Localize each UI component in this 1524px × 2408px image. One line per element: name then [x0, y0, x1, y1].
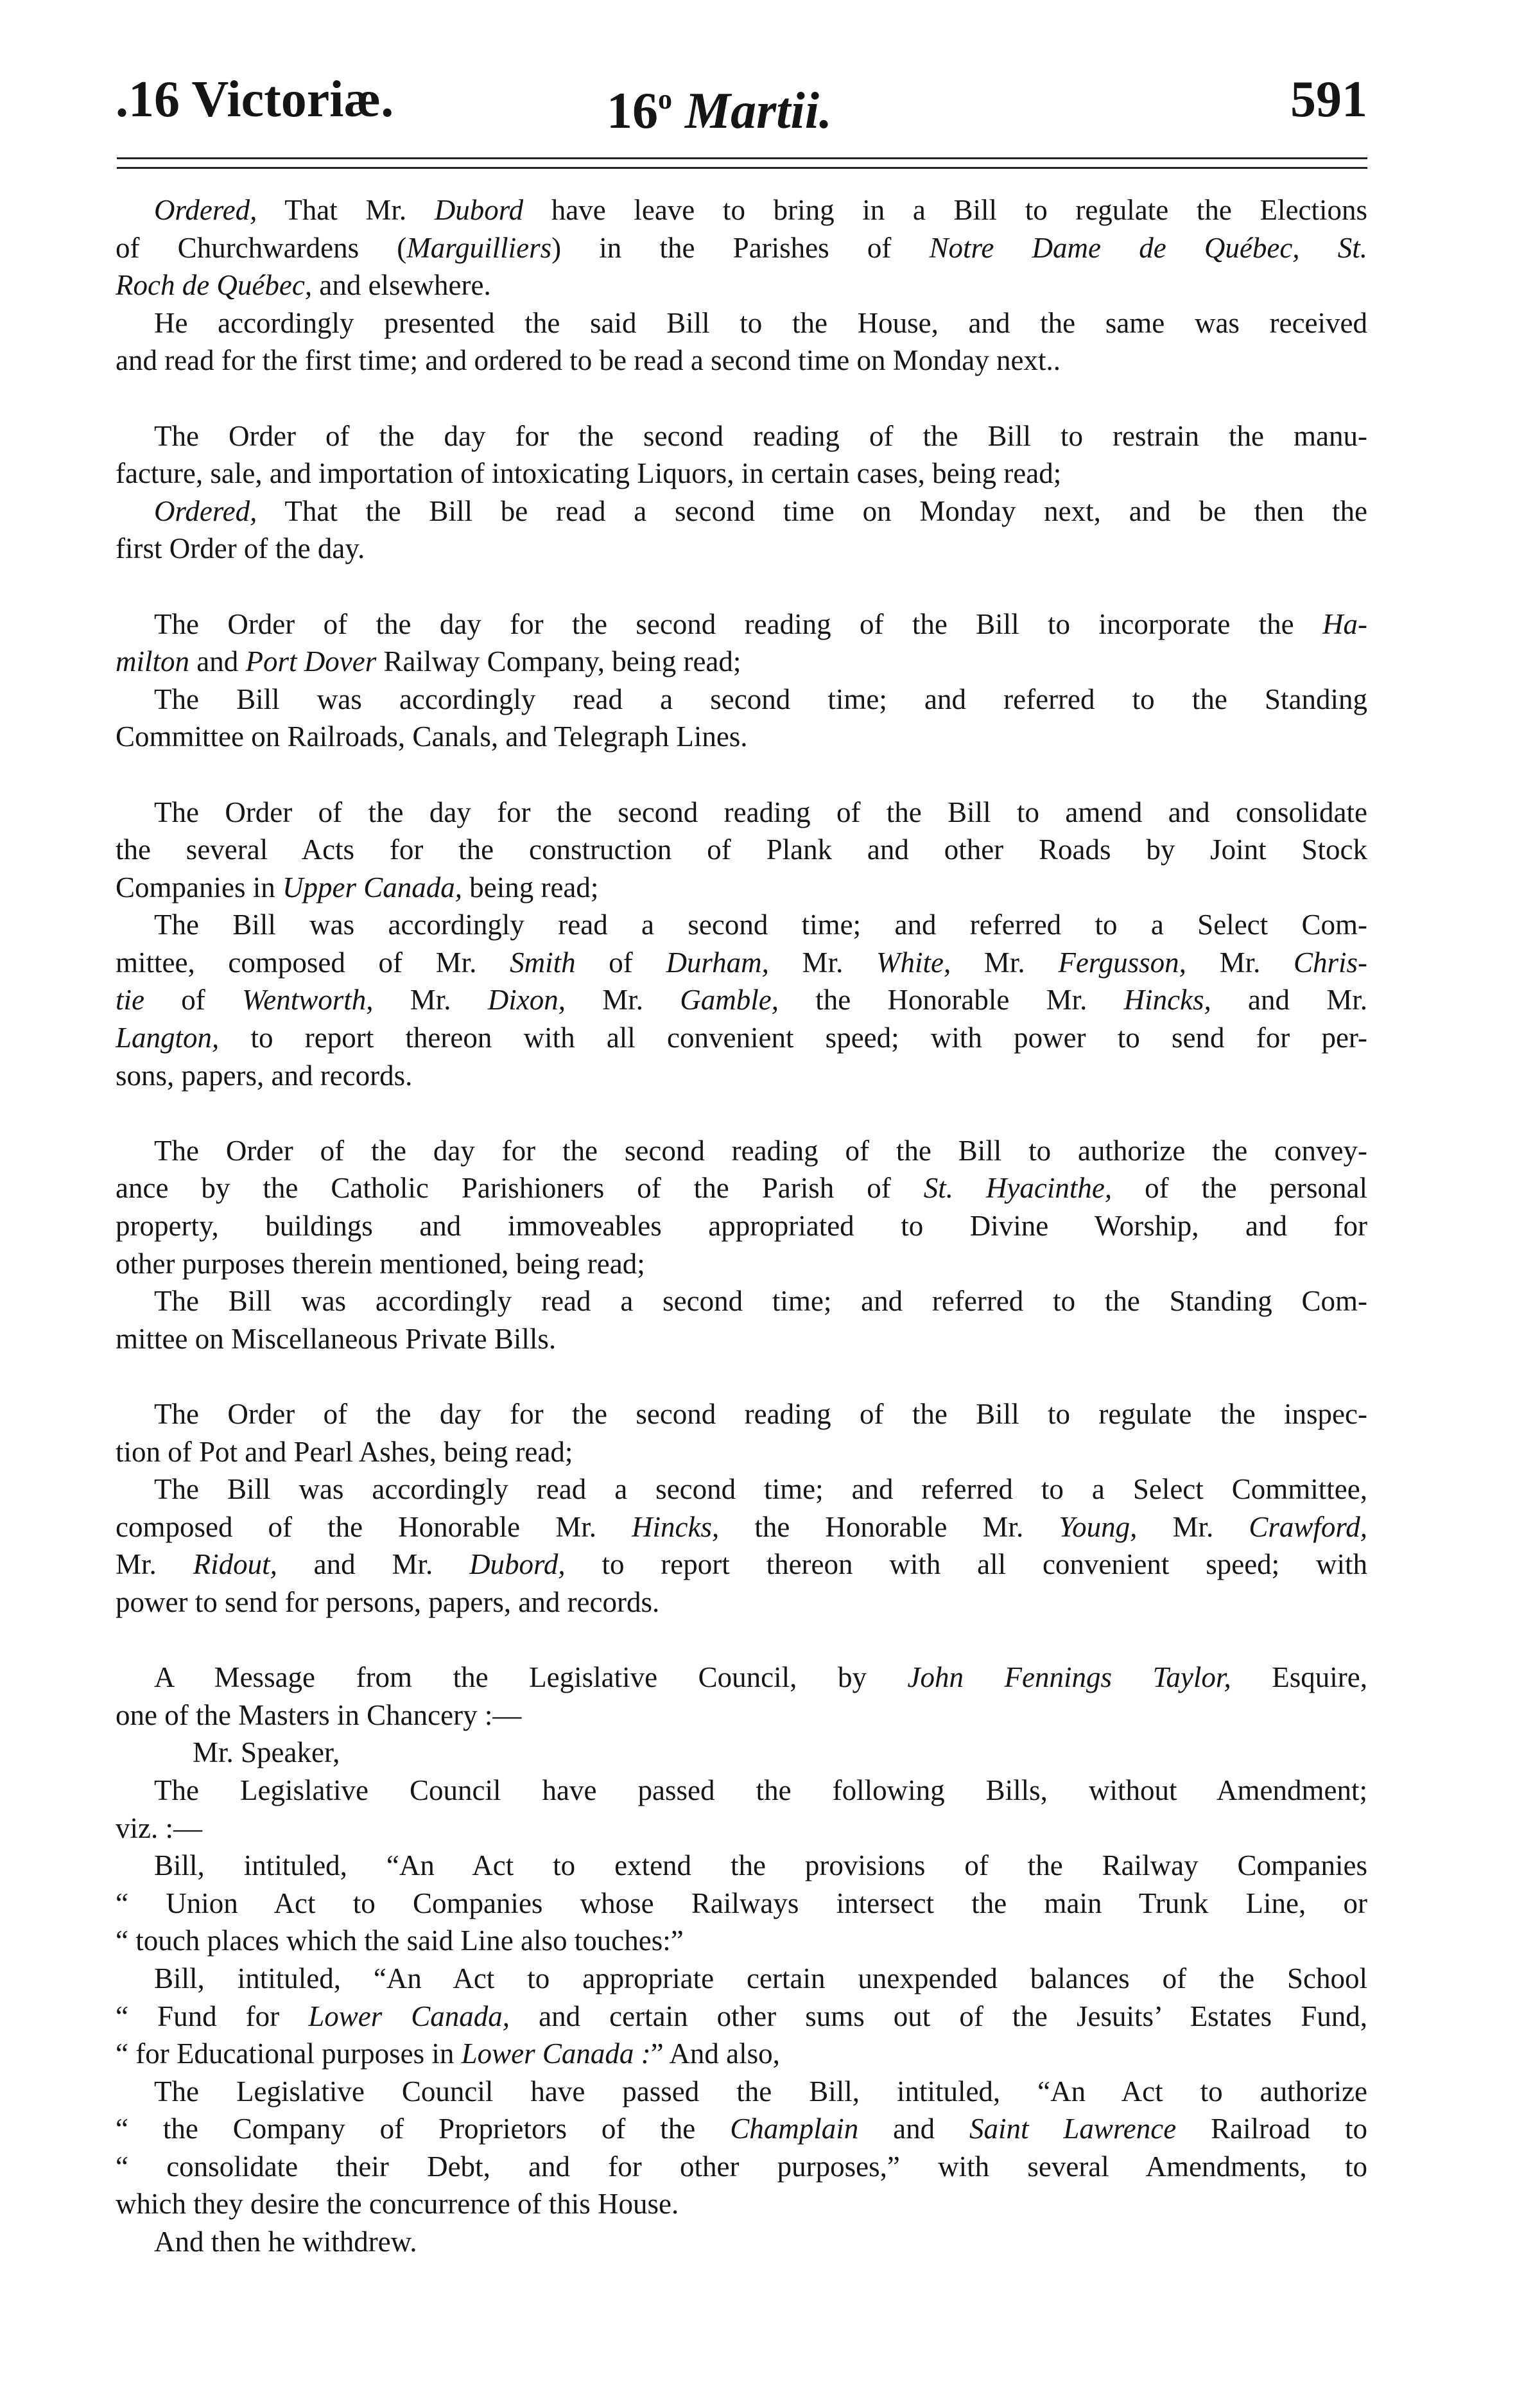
italic-text: Langton,	[116, 1022, 220, 1054]
text-segment: of Churchwardens (	[116, 231, 407, 264]
text-line	[116, 906, 1367, 944]
italic-text: John Fennings Taylor,	[907, 1661, 1231, 1694]
text-line	[116, 1282, 1367, 1320]
text-line	[116, 1207, 1367, 1245]
text-segment: Mr.	[1186, 946, 1294, 979]
text-segment: Railway Company, being read;	[376, 645, 741, 678]
text-line	[116, 1320, 1367, 1358]
header-date-month: Martii.	[685, 83, 832, 139]
text-line	[116, 1885, 1367, 1923]
text-line	[116, 493, 1367, 530]
text-segment: ance by the Catholic Parishioners of the Parish of	[116, 1172, 924, 1205]
text-segment: and Mr.	[1211, 984, 1367, 1016]
italic-text: Ordered,	[154, 494, 257, 527]
text-segment: other purposes therein mentioned, being read;	[116, 1247, 645, 1280]
text-segment: and Mr.	[277, 1548, 470, 1581]
text-line	[116, 2110, 1367, 2148]
text-segment: power to send for persons, papers, and records.	[116, 1585, 660, 1618]
text-segment: The Bill was accordingly read a second time; and referred to a Select Com-	[154, 909, 1367, 941]
text-segment: The Bill was accordingly read a second time; and referred to the Standing Com-	[154, 1285, 1367, 1318]
text-segment: “ Fund for	[116, 2000, 309, 2032]
header-date-number: 16	[607, 83, 658, 139]
text-line	[116, 794, 1367, 832]
journal-paragraph	[116, 191, 1367, 380]
text-segment: of	[575, 946, 666, 979]
italic-text: Marguilliers	[406, 231, 552, 264]
text-line	[116, 1772, 1367, 1810]
text-segment: one of the Masters in Chancery :—	[116, 1698, 522, 1731]
text-segment: the several Acts for the construction of Plank and other Roads by Joint Stock	[116, 833, 1367, 866]
text-line	[116, 1546, 1367, 1584]
header-regnal-year: .16 Victoriæ.	[116, 71, 394, 128]
text-segment: to report thereon with all convenient speed; with power to send for per-	[219, 1022, 1367, 1054]
text-line	[116, 1470, 1367, 1508]
text-line	[116, 1847, 1367, 1885]
text-segment: Committee on Railroads, Canals, and Telegraph Lines.	[116, 720, 748, 753]
text-segment: The Legislative Council have passed the Bill, intituled, “An Act to authorize	[154, 2075, 1367, 2107]
text-segment: The Order of the day for the second reading of the Bill to authorize the convey-	[154, 1134, 1367, 1167]
text-segment: and	[858, 2113, 969, 2145]
text-segment: “ touch places which the said Line also touches:”	[116, 1924, 684, 1957]
text-line	[116, 1019, 1367, 1057]
text-line	[116, 944, 1367, 982]
text-line	[116, 981, 1367, 1019]
text-segment: viz. :—	[116, 1811, 202, 1844]
text-segment: He accordingly presented the said Bill to the House, and the same was received	[154, 306, 1367, 339]
text-segment: The Order of the day for the second reading of the Bill to restrain the manu-	[154, 419, 1367, 452]
text-segment: That Mr.	[257, 194, 435, 226]
text-segment: Mr.	[1137, 1510, 1249, 1543]
text-line	[116, 1132, 1367, 1170]
text-segment: “ Union Act to Companies whose Railways intersect the main Trunk Line, or	[116, 1887, 1367, 1919]
text-segment: Mr.	[566, 984, 680, 1016]
text-segment: and certain other sums out of the Jesuits’ Estates Fund,	[510, 2000, 1367, 2032]
text-line	[116, 342, 1367, 380]
header-rule-bottom	[117, 167, 1367, 169]
text-segment: Esquire,	[1231, 1661, 1367, 1694]
text-segment: Railroad to	[1176, 2113, 1367, 2145]
text-segment: Bill, intituled, “An Act to extend the provisions of the Railway Companies	[154, 1849, 1367, 1882]
text-segment: have leave to bring in a Bill to regulate the Elections	[523, 194, 1367, 226]
italic-text: Chris-	[1294, 946, 1368, 979]
running-header	[116, 64, 1367, 139]
text-segment: being read;	[462, 871, 599, 903]
text-segment: and read for the first time; and ordered to be read a second time on Monday next..	[116, 344, 1061, 377]
italic-text: Lower Canada,	[308, 2000, 510, 2032]
text-segment: the Honorable Mr.	[778, 984, 1124, 1016]
italic-text: Dubord	[434, 194, 524, 226]
header-date-superscript: o	[658, 83, 672, 115]
italic-text: Durham,	[666, 946, 769, 979]
italic-text: Saint Lawrence	[969, 2113, 1177, 2145]
journal-paragraph	[116, 1132, 1367, 1358]
text-segment: “ the Company of Proprietors of the	[116, 2113, 731, 2145]
text-line	[116, 1998, 1367, 2036]
text-segment: The Order of the day for the second reading of the Bill to amend and consolidate	[154, 796, 1367, 828]
text-segment: sons, papers, and records.	[116, 1059, 413, 1092]
text-line	[116, 2148, 1367, 2186]
text-segment: Mr.	[116, 1548, 193, 1581]
italic-text: Hincks,	[632, 1510, 720, 1543]
text-line	[116, 1245, 1367, 1283]
italic-text: Gamble,	[680, 984, 779, 1016]
text-segment: A Message from the Legislative Council, by	[154, 1661, 908, 1694]
text-line	[116, 869, 1367, 907]
italic-text: White,	[876, 946, 951, 979]
header-rule-top	[117, 157, 1367, 159]
text-line	[116, 606, 1367, 643]
text-line	[116, 1508, 1367, 1546]
italic-text: Roch de Québec,	[116, 269, 313, 302]
italic-text: Ridout,	[193, 1548, 277, 1581]
text-line	[116, 266, 1367, 304]
text-segment: mittee, composed of Mr.	[116, 946, 510, 979]
text-segment: facture, sale, and importation of intoxicating Liquors, in certain cases, being read;	[116, 457, 1062, 490]
italic-text: Young,	[1059, 1510, 1138, 1543]
text-line	[116, 1810, 1367, 1847]
text-line	[116, 191, 1367, 229]
journal-paragraph	[116, 1395, 1367, 1621]
text-line	[116, 1433, 1367, 1471]
text-line	[116, 1395, 1367, 1433]
italic-text: Ordered,	[154, 194, 257, 226]
text-line	[116, 1734, 1367, 1772]
journal-paragraph	[116, 794, 1367, 1095]
italic-text: Champlain	[730, 2113, 859, 2145]
text-line	[116, 417, 1367, 455]
italic-text: Smith	[510, 946, 576, 979]
text-segment: to report thereon with all convenient speed; with	[565, 1548, 1367, 1581]
text-line	[116, 1057, 1367, 1095]
text-segment: first Order of the day.	[116, 532, 365, 565]
text-line	[116, 2185, 1367, 2223]
text-segment: The Bill was accordingly read a second time; and referred to the Standing	[154, 683, 1367, 715]
italic-text: Crawford,	[1249, 1510, 1368, 1543]
text-segment: ” And also,	[650, 2037, 780, 2070]
text-line	[116, 1697, 1367, 1734]
text-segment: “ for Educational purposes in	[116, 2037, 462, 2070]
text-segment: the Honorable Mr.	[719, 1510, 1059, 1543]
text-segment: and elsewhere.	[312, 269, 491, 302]
header-date	[607, 64, 832, 146]
text-line	[116, 304, 1367, 342]
journal-body	[116, 191, 1367, 2261]
italic-text: Hincks,	[1123, 984, 1211, 1016]
text-segment: and	[189, 645, 246, 678]
italic-text: Dubord,	[469, 1548, 566, 1581]
italic-text: Upper Canada,	[282, 871, 462, 903]
text-segment: Mr. Speaker,	[193, 1736, 340, 1769]
italic-text: milton	[116, 645, 190, 678]
text-line	[116, 1922, 1367, 1960]
text-line	[116, 229, 1367, 267]
text-segment: ) in the Parishes of	[551, 231, 930, 264]
text-line	[116, 1659, 1367, 1697]
text-segment: The Bill was accordingly read a second time; and referred to a Select Committee,	[154, 1473, 1367, 1506]
text-line	[116, 643, 1367, 681]
text-segment: The Order of the day for the second reading of the Bill to regulate the inspec-	[154, 1398, 1367, 1430]
page-number: 591	[1290, 71, 1367, 128]
text-segment: of the personal	[1112, 1172, 1367, 1205]
text-segment: tion of Pot and Pearl Ashes, being read;	[116, 1435, 573, 1468]
italic-text: Port Dover	[245, 645, 377, 678]
text-line	[116, 831, 1367, 869]
italic-text: Dixon,	[487, 984, 566, 1016]
text-line	[116, 718, 1367, 756]
text-line	[116, 1169, 1367, 1207]
text-segment: The Order of the day for the second reading of the Bill to incorporate the	[154, 607, 1323, 640]
text-line	[116, 2073, 1367, 2111]
text-segment: That the Bill be read a second time on Monday next, and be then the	[257, 494, 1367, 527]
journal-paragraph	[116, 1659, 1367, 2261]
journal-paragraph	[116, 417, 1367, 568]
text-segment: Bill, intituled, “An Act to appropriate certain unexpended balances of the School	[154, 1962, 1367, 1994]
text-segment: mittee on Miscellaneous Private Bills.	[116, 1322, 557, 1355]
journal-paragraph	[116, 606, 1367, 756]
italic-text: Notre Dame de Québec, St.	[929, 231, 1367, 264]
text-segment: of	[144, 984, 242, 1016]
italic-text: tie	[116, 984, 144, 1016]
text-segment: “ consolidate their Debt, and for other purposes,” with several Amendments, to	[116, 2150, 1367, 2183]
text-line	[116, 681, 1367, 719]
text-segment: Mr.	[373, 984, 488, 1016]
text-line	[116, 1584, 1367, 1621]
text-line	[116, 2035, 1367, 2073]
text-segment: Mr.	[768, 946, 876, 979]
italic-text: Wentworth,	[241, 984, 374, 1016]
text-segment: which they desire the concurrence of this House.	[116, 2188, 679, 2220]
text-line	[116, 455, 1367, 493]
text-segment: Companies in	[116, 871, 282, 903]
text-line	[116, 2223, 1367, 2261]
italic-text: St. Hyacinthe,	[923, 1172, 1113, 1205]
text-segment: composed of the Honorable Mr.	[116, 1510, 632, 1543]
italic-text: Ha-	[1322, 607, 1367, 640]
text-segment: Mr.	[951, 946, 1059, 979]
text-line	[116, 1960, 1367, 1998]
italic-text: Lower Canada :	[461, 2037, 651, 2070]
text-line	[116, 530, 1367, 568]
italic-text: Fergusson,	[1058, 946, 1186, 979]
text-segment: The Legislative Council have passed the following Bills, without Amendment;	[154, 1774, 1367, 1806]
text-segment: property, buildings and immoveables appropriated to Divine Worship, and for	[116, 1210, 1367, 1243]
text-segment: And then he withdrew.	[154, 2226, 417, 2258]
